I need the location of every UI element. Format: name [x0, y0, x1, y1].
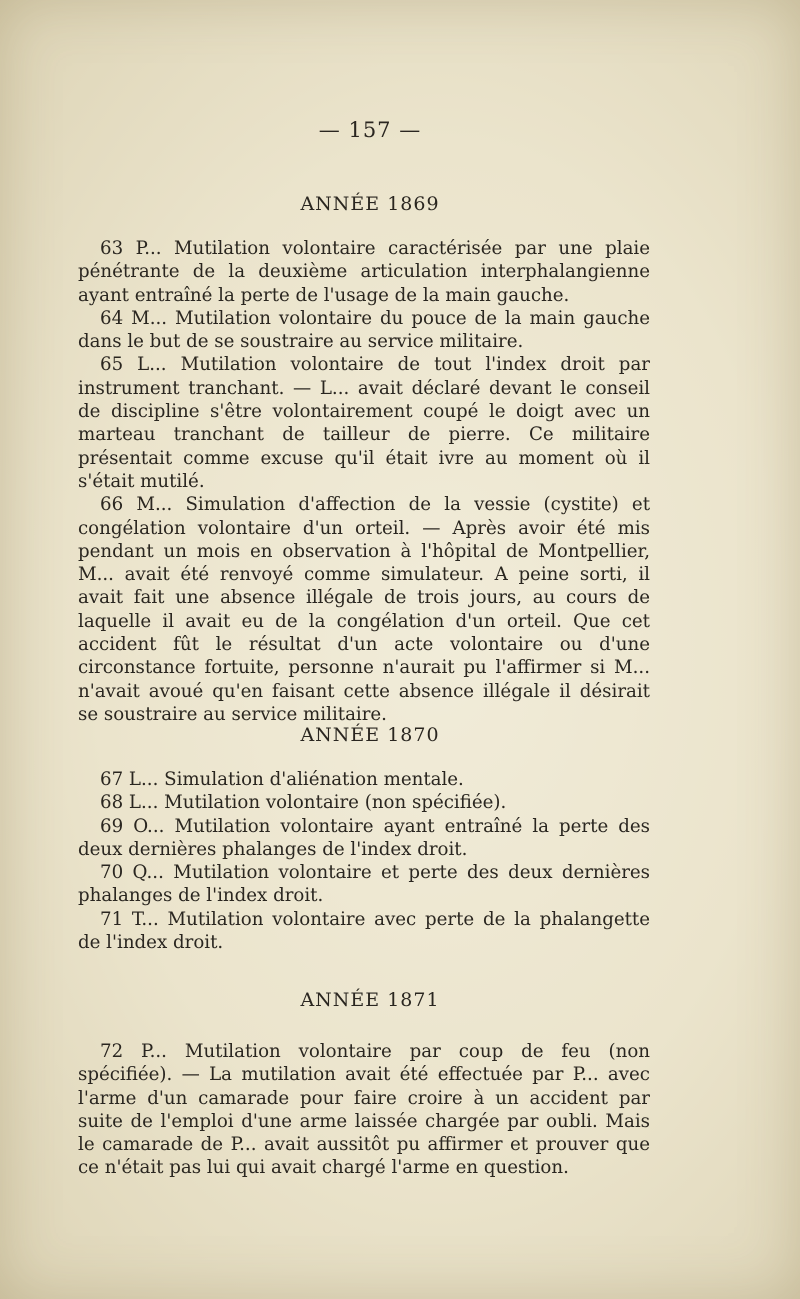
page-number: — 157 —	[318, 118, 422, 142]
entry-70: 70 Q... Mutilation volontaire et perte des deux dernières phalanges de l'index droit.	[78, 862, 650, 907]
section-body-1870	[78, 768, 650, 954]
section-body-1869	[78, 237, 650, 726]
entry-69: 69 O... Mutilation volontaire ayant entraîné la perte des deux dernières phalanges de l'index droit.	[78, 815, 650, 860]
entry-68: 68 L... Mutilation volontaire (non spécifiée).	[100, 792, 507, 814]
section-heading-1869: ANNÉE 1869	[300, 193, 440, 215]
section-heading-1870: ANNÉE 1870	[300, 724, 440, 746]
section-heading-1871: ANNÉE 1871	[300, 989, 440, 1011]
entry-65: 65 L... Mutilation volontaire de tout l'index droit par instrument tranchant. — L... avait déclaré devant le conseil de discipline s'être volontairement coupé le doigt avec un marteau tranchant de tailleur de pierre. Ce militaire présentait comme excuse qu'il était ivre au moment où il s'était mutilé.	[78, 354, 650, 492]
entry-63: 63 P... Mutilation volontaire caractérisée par une plaie pénétrante de la deuxième articulation interphalangienne ayant entraîné la perte de l'usage de la main gauche.	[78, 238, 650, 306]
section-body-1871	[78, 1040, 650, 1180]
entry-64: 64 M... Mutilation volontaire du pouce de la main gauche dans le but de se soustraire au service militaire.	[78, 307, 650, 353]
entry-72: 72 P... Mutilation volontaire par coup de feu (non spécifiée). — La mutilation avait été effectuée par P... avec l'arme d'un camarade pour faire croire à un accident par suite de l'emploi d'une arme laissée chargée par oubli. Mais le camarade de P... avait aussitôt pu affirmer et prouver que ce n'était pas lui qui avait chargé l'arme en question.	[78, 1041, 650, 1179]
entry-71: 71 T... Mutilation volontaire avec perte de la phalangette de l'index droit.	[78, 908, 650, 954]
entry-66: 66 M... Simulation d'affection de la vessie (cystite) et congélation volontaire d'un orteil. — Après avoir été mis pendant un mois en observation à l'hôpital de Montpellier, M... avait été renvoyé comme simulateur. A peine sorti, il avait fait une absence illégale de trois jours, au cours de laquelle il avait eu de la congélation d'un orteil. Que cet accident fût le résultat d'un acte volontaire ou d'une circonstance fortuite, personne n'aurait pu l'affirmer si M... n'avait avoué qu'en faisant cette absence illégale il désirait se soustraire au service militaire.	[78, 494, 650, 725]
entry-67: 67 L... Simulation d'aliénation mentale.	[100, 769, 464, 790]
